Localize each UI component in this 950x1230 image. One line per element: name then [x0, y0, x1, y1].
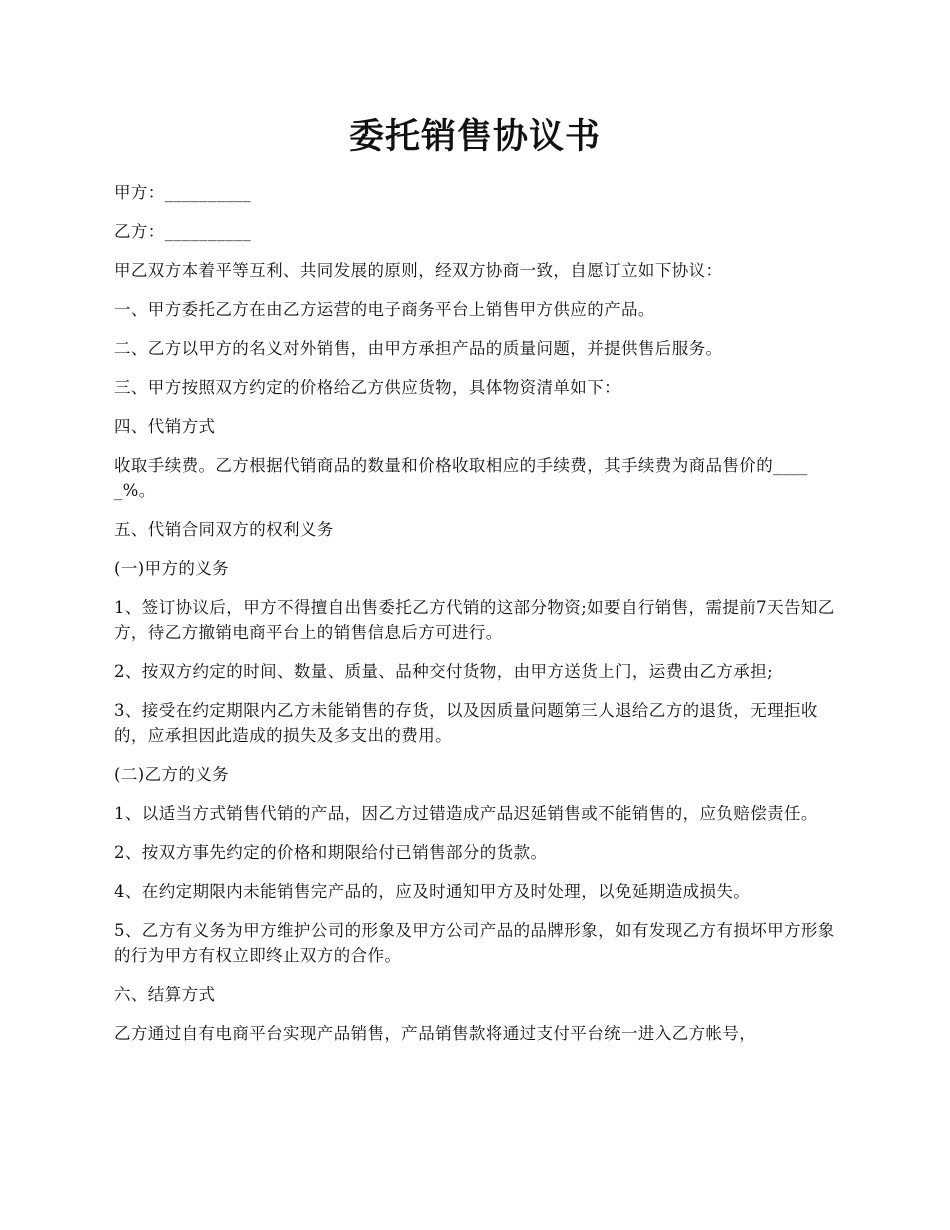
party-b-line: 乙方：__________	[114, 222, 252, 241]
document-body	[114, 180, 838, 1060]
party-b-duty-1: 1、以适当方式销售代销的产品，因乙方过错造成产品迟延销售或不能销售的，应负赔偿责任。	[114, 804, 818, 823]
subsection-heading-b: (二)乙方的义务	[114, 765, 230, 784]
preamble-paragraph: 甲乙双方本着平等互利、共同发展的原则，经双方协商一致，自愿订立如下协议：	[114, 261, 723, 280]
settlement-paragraph: 乙方通过自有电商平台实现产品销售，产品销售款将通过支付平台统一进入乙方帐号，	[114, 1024, 757, 1043]
commission-paragraph: 收取手续费。乙方根据代销商品的数量和价格收取相应的手续费，其手续费为商品售价的_____%。	[114, 456, 808, 500]
party-b-duty-4: 4、在约定期限内未能销售完产品的，应及时通知甲方及时处理，以免延期造成损失。	[114, 882, 751, 901]
document-title: 委托销售协议书	[348, 116, 601, 157]
section-heading-5: 五、代销合同双方的权利义务	[114, 520, 334, 539]
party-a-duty-2: 2、按双方约定的时间、数量、质量、品种交付货物，由甲方送货上门，运费由乙方承担;	[114, 662, 774, 681]
clause-1: 一、甲方委托乙方在由乙方运营的电子商务平台上销售甲方供应的产品。	[114, 300, 655, 319]
party-b-duty-5: 5、乙方有义务为甲方维护公司的形象及甲方公司产品的品牌形象，如有发现乙方有损坏甲方形象的行为甲方有权立即终止双方的合作。	[114, 921, 835, 965]
section-heading-6: 六、结算方式	[114, 985, 216, 1004]
section-heading-4: 四、代销方式	[114, 417, 216, 436]
party-a-duty-1: 1、签订协议后，甲方不得擅自出售委托乙方代销的这部分物资;如要自行销售，需提前7天告知乙方，待乙方撤销电商平台上的销售信息后方可进行。	[114, 598, 835, 642]
party-b-duty-2: 2、按双方事先约定的价格和期限给付已销售部分的货款。	[114, 843, 548, 862]
party-a-duty-3: 3、接受在约定期限内乙方未能销售的存货，以及因质量问题第三人退给乙方的退货，无理拒收的，应承担因此造成的损失及多支出的费用。	[114, 701, 818, 745]
clause-3: 三、甲方按照双方约定的价格给乙方供应货物，具体物资清单如下：	[114, 378, 621, 397]
party-a-line: 甲方：__________	[114, 183, 252, 202]
subsection-heading-a: (一)甲方的义务	[114, 559, 230, 578]
clause-2: 二、乙方以甲方的名义对外销售，由甲方承担产品的质量问题，并提供售后服务。	[114, 339, 723, 358]
